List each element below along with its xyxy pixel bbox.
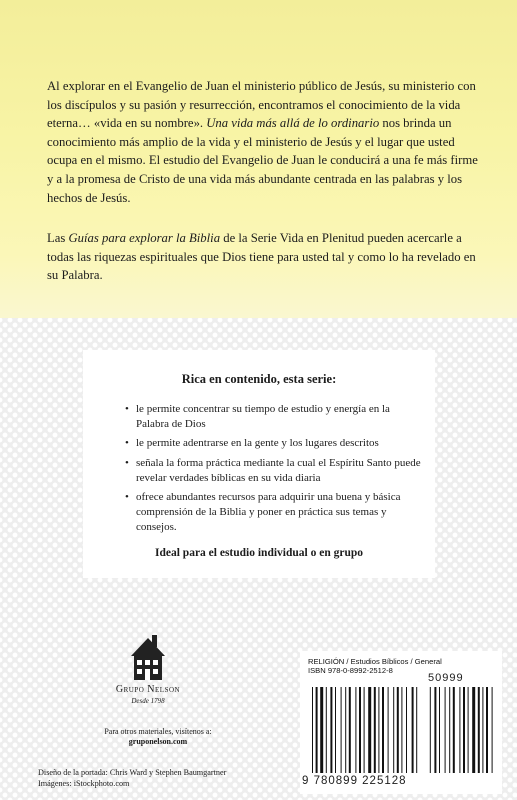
price-code: 50999 [428,672,464,684]
credits [38,768,226,789]
more-info [88,727,228,747]
description-text: de la Serie Vida en Plenitud pueden acercarle a todas las riquezas espirituales que Dios tiene para usted tal y como lo ha revelado en su Palabra. [47,231,476,283]
publisher-logo [118,632,178,687]
description-text: Las [47,231,69,245]
barcode-icon [300,651,502,794]
series-title-italic: Guías para explorar la Biblia [68,231,221,245]
bullet-icon: • [125,403,129,415]
more-info-text: Para otros materiales, visítenos a: [104,727,212,736]
publisher-website: gruponelson.com [128,737,188,746]
list-item-text: ofrece abundantes recursos para adquirir una buena y básica comprensión de la Biblia y poner en práctica sus temas y consejos. [136,491,401,534]
book-title-italic: Una vida más allá de lo ordinario [206,116,380,131]
bullet-icon: • [125,456,129,469]
description-paragraph-1 [47,77,483,207]
features-list [125,402,425,540]
tagline: Ideal para el estudio individual o en grupo [155,547,363,559]
image-credit: Imágenes: iStockphoto.com [38,778,130,788]
ean-number: 9 780899 225128 [302,775,407,787]
list-item-text: le permite concentrar su tiempo de estudio y energía en la Palabra de Dios [136,403,390,431]
list-item [125,490,425,536]
category-text: RELIGIÓN / Estudios Bíblicos / General [308,657,442,666]
features-panel [83,350,435,578]
features-title: Rica en contenido, esta serie: [181,372,337,386]
barcode-box [300,651,502,794]
description-text: nos brinda un conocimiento más amplio de la vida y el ministerio de Jesús y el lugar que usted ocupa en el mismo. El estudio del Evangelio de Juan le conducirá a una fe más firme y a la promesa de Cristo de una vida más abundante centrada en las palabras y los hechos de Jesús. [47,116,478,205]
list-item [125,436,425,451]
design-credit: Diseño de la portada: Chris Ward y Stephen Baumgartner [38,768,227,777]
bullet-icon: • [125,437,129,450]
list-item [125,456,425,486]
publisher-name: Grupo Nelson [115,684,181,695]
bullet-icon: • [125,491,129,504]
list-item-text: le permite adentrarse en la gente y los lugares descritos [136,437,379,450]
list-item [125,402,425,432]
description-text: Al explorar en el Evangelio de Juan el ministerio público de Jesús, su ministerio con los discípulos y su pasión y resurrección, encontramos el conocimiento de la vida eterna… «vida en su nombre». [47,79,476,131]
publisher-since: Desde 1798 [131,697,165,705]
description-paragraph-2 [47,229,483,285]
list-item-text: señala la forma práctica mediante la cual el Espíritu Santo puede revelar verdades bíblicas en su vida diaria [136,456,421,484]
house-icon [128,632,168,682]
isbn-text: ISBN 978-0-8992-2512-8 [308,666,393,675]
